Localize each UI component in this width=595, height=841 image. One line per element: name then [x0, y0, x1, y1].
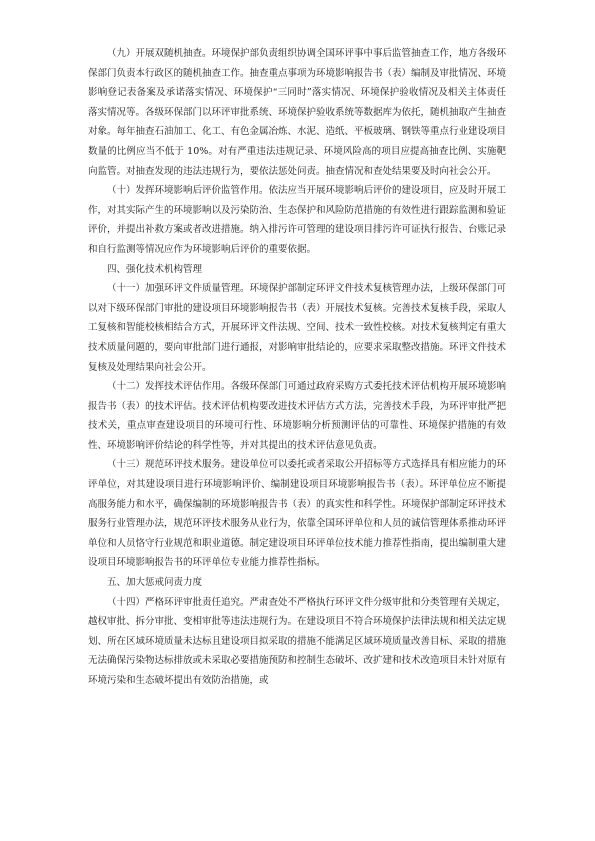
document-page [88, 44, 506, 691]
paragraph-14: （十四）严格环评审批责任追究。严肃查处不严格执行环评文件分级审批和分类管理有关规定，越权审批、拆分审批、变相审批等违法违规行为。在建设项目不符合环境保护法律法规和相关法定规划、所在区域环境质量未达标且建设项目拟采取的措施不能满足区域环境质量改善目标、采取的措施无法确保污染物达标排放或未采取必要措施预防和控制生态破坏、改扩建和技术改造项目未针对原有环境污染和生态破坏提出有效防治措施，或 [88, 596, 507, 686]
paragraph-10: （十）发挥环境影响后评价监管作用。依法应当开展环境影响后评价的建设项目，应及时开展工作，对其实际产生的环境影响以及污染防治、生态保护和风险防范措施的有效性进行跟踪监测和验证评价，并提出补救方案或者改进措施。纳入排污许可管理的建设项目排污许可证执行报告、台账记录和自行监测等情况应作为环境影响后评价的重要依据。 [88, 185, 507, 255]
paragraph-11: （十一）加强环评文件质量管理。环境保护部制定环评文件技术复核管理办法，上级环保部门可以对下级环保部门审批的建设项目环境影响报告书（表）开展技术复核。完善技术复核手段，采取人工复核和智能校核相结合方式，开展环评文件法规、空间、技术一致性校核。对技术复核判定有重大技术质量问题的，要向审批部门进行通报，对影响审批结论的，应要求采取整改措施。环评文件技术复核及处理结果向社会公开。 [88, 283, 507, 373]
paragraph-12: （十二）发挥技术评估作用。各级环保部门可通过政府采购方式委托技术评估机构开展环境影响报告书（表）的技术评估。技术评估机构要改进技术评估方式方法，完善技术手段，为环评审批严把技术关，重点审查建设项目的环境可行性、环境影响分析预测评估的可靠性、环境保护措施的有效性、环境影响评价结论的科学性等，并对其提出的技术评估意见负责。 [88, 381, 507, 451]
section-heading-5: 五、加大惩戒问责力度 [107, 577, 203, 589]
paragraph-13: （十三）规范环评技术服务。建设单位可以委托或者采取公开招标等方式选择具有相应能力的环评单位，对其建设项目进行环境影响评价、编制建设项目环境影响报告书（表）。环评单位应不断提高服务能力和水平，确保编制的环境影响报告书（表）的真实性和科学性。环境保护部制定环评技术服务行业管理办法，规范环评技术服务从业行为，依靠全国环评单位和人员的诚信管理体系推动环评单位和人员恪守行业规范和职业道德。制定建设项目环评单位技术能力推荐性指南，提出编制重大建设项目环境影响报告书的环评单位专业能力推荐性指标。 [88, 459, 507, 569]
paragraph-9: （九）开展双随机抽查。环境保护部负责组织协调全国环评事中事后监管抽查工作，地方各级环保部门负责本行政区的随机抽查工作。抽查重点事项为环境影响报告书（表）编制及审批情况、环境影响登记表备案及承诺落实情况、环境保护“三同时”落实情况、环境保护验收情况及相关主体责任落实情况等。各级环保部门以环评审批系统、环境保护验收系统等数据库为依托，随机抽取产生抽查对象。每年抽查石油加工、化工、有色金属冶炼、水泥、造纸、平板玻璃、钢铁等重点行业建设项目数量的比例应当不低于 10%。对有严重违法违规记录、环境风险高的项目应提高抽查比例、实施靶向监管。对抽查发现的违法违规行为，要依法惩处问责。抽查情况和查处结果要及时向社会公开。 [88, 48, 507, 177]
section-heading-4: 四、强化技术机构管理 [107, 263, 203, 275]
